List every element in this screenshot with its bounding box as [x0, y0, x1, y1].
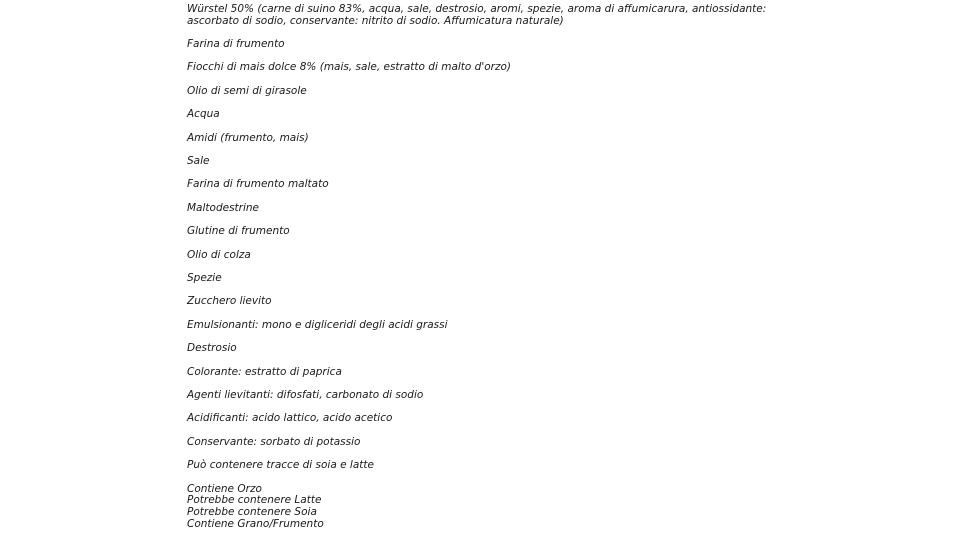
ingredient-item: Colorante: estratto di paprica: [187, 365, 342, 378]
ingredient-item: Può contenere tracce di soia e latte: [187, 459, 374, 472]
ingredient-item: Sale: [187, 155, 210, 168]
ingredient-item: Würstel 50% (carne di suino 83%, acqua, sale, destrosio, aromi, spezie, aroma di affumicarura, antiossidante: ascorbato di sodio, conservante: nitrito di sodio. Affumicatura naturale): [187, 3, 767, 27]
ingredient-item: Zucchero lievito: [187, 295, 272, 308]
ingredient-item: Acqua: [187, 108, 220, 121]
ingredient-item: Maltodestrine: [187, 201, 260, 214]
ingredient-item: Farina di frumento: [187, 38, 285, 51]
ingredient-item: Conservante: sorbato di potassio: [187, 435, 361, 448]
ingredient-item: Olio di semi di girasole: [187, 84, 307, 97]
allergen-statements: [187, 484, 787, 531]
ingredient-item: Amidi (frumento, mais): [187, 131, 309, 144]
allergen-item: Contiene Grano/Frumento: [187, 517, 324, 530]
ingredient-item: Glutine di frumento: [187, 225, 290, 238]
ingredient-item: Farina di frumento maltato: [187, 178, 329, 191]
ingredient-item: Emulsionanti: mono e digliceridi degli acidi grassi: [187, 318, 448, 331]
allergen-item: Contiene Orzo: [187, 482, 262, 495]
allergen-item: Potrebbe contenere Latte: [187, 494, 322, 507]
ingredient-item: Agenti lievitanti: difosfati, carbonato di sodio: [187, 388, 424, 401]
allergen-item: Potrebbe contenere Soia: [187, 505, 317, 518]
ingredient-item: Destrosio: [187, 342, 237, 355]
ingredient-item: Acidificanti: acido lattico, acido acetico: [187, 412, 393, 425]
ingredient-item: Spezie: [187, 272, 222, 284]
ingredient-item: Olio di colza: [187, 248, 251, 261]
ingredients-list: [187, 4, 787, 530]
ingredient-item: Fiocchi di mais dolce 8% (mais, sale, estratto di malto d'orzo): [187, 61, 511, 74]
